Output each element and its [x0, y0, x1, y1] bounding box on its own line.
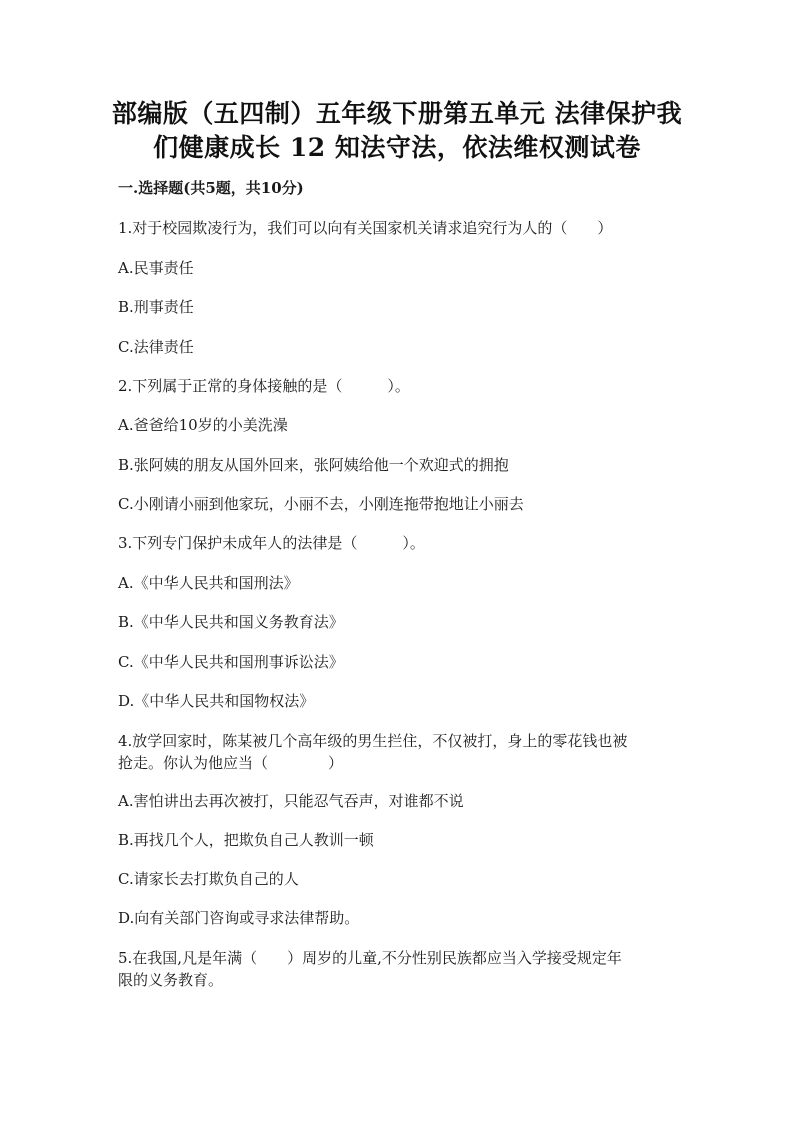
question-1-option-b: B.刑事责任	[118, 298, 194, 316]
question-3-option-a: A.《中华人民共和国刑法》	[118, 574, 299, 592]
question-1-option-c: C.法律责任	[118, 338, 194, 356]
question-5-stem-line-2: 限的义务教育。	[118, 971, 224, 989]
question-2-option-b: B.张阿姨的朋友从国外回来，张阿姨给他一个欢迎式的拥抱	[118, 456, 509, 474]
exam-title-line-2: 们健康成长 12 知法守法，依法维权测试卷	[153, 133, 641, 162]
question-1-option-a: A.民事责任	[118, 259, 194, 277]
question-3-stem: 3.下列专门保护未成年人的法律是（ ）。	[118, 534, 425, 552]
question-3-option-d: D.《中华人民共和国物权法》	[118, 692, 315, 710]
question-5-stem-line-1: 5.在我国,凡是年满（ ）周岁的儿童,不分性别民族都应当入学接受规定年	[118, 949, 622, 967]
question-2-option-a: A.爸爸给10岁的小美洗澡	[118, 416, 288, 434]
section-heading: 一.选择题(共5题，共10分)	[118, 179, 304, 197]
question-4-option-a: A.害怕讲出去再次被打，只能忍气吞声，对谁都不说	[118, 792, 464, 810]
question-4-option-b: B.再找几个人，把欺负自己人教训一顿	[118, 831, 374, 849]
question-4-option-d: D.向有关部门咨询或寻求法律帮助。	[118, 909, 360, 927]
question-2-option-c: C.小刚请小丽到他家玩，小丽不去，小刚连拖带抱地让小丽去	[118, 495, 524, 513]
question-3-option-c: C.《中华人民共和国刑事诉讼法》	[118, 653, 344, 671]
question-4-stem-line-2: 抢走。你认为他应当（ ）	[118, 754, 344, 772]
question-4-option-c: C.请家长去打欺负自己的人	[118, 870, 299, 888]
question-3-option-b: B.《中华人民共和国义务教育法》	[118, 613, 344, 631]
question-4-stem-line-1: 4.放学回家时，陈某被几个高年级的男生拦住，不仅被打，身上的零花钱也被	[118, 732, 628, 750]
question-2-stem: 2.下列属于正常的身体接触的是（ ）。	[118, 377, 410, 395]
question-1-stem: 1.对于校园欺凌行为，我们可以向有关国家机关请求追究行为人的（ ）	[118, 219, 613, 237]
exam-title-line-1: 部编版（五四制）五年级下册第五单元 法律保护我	[111, 99, 683, 128]
